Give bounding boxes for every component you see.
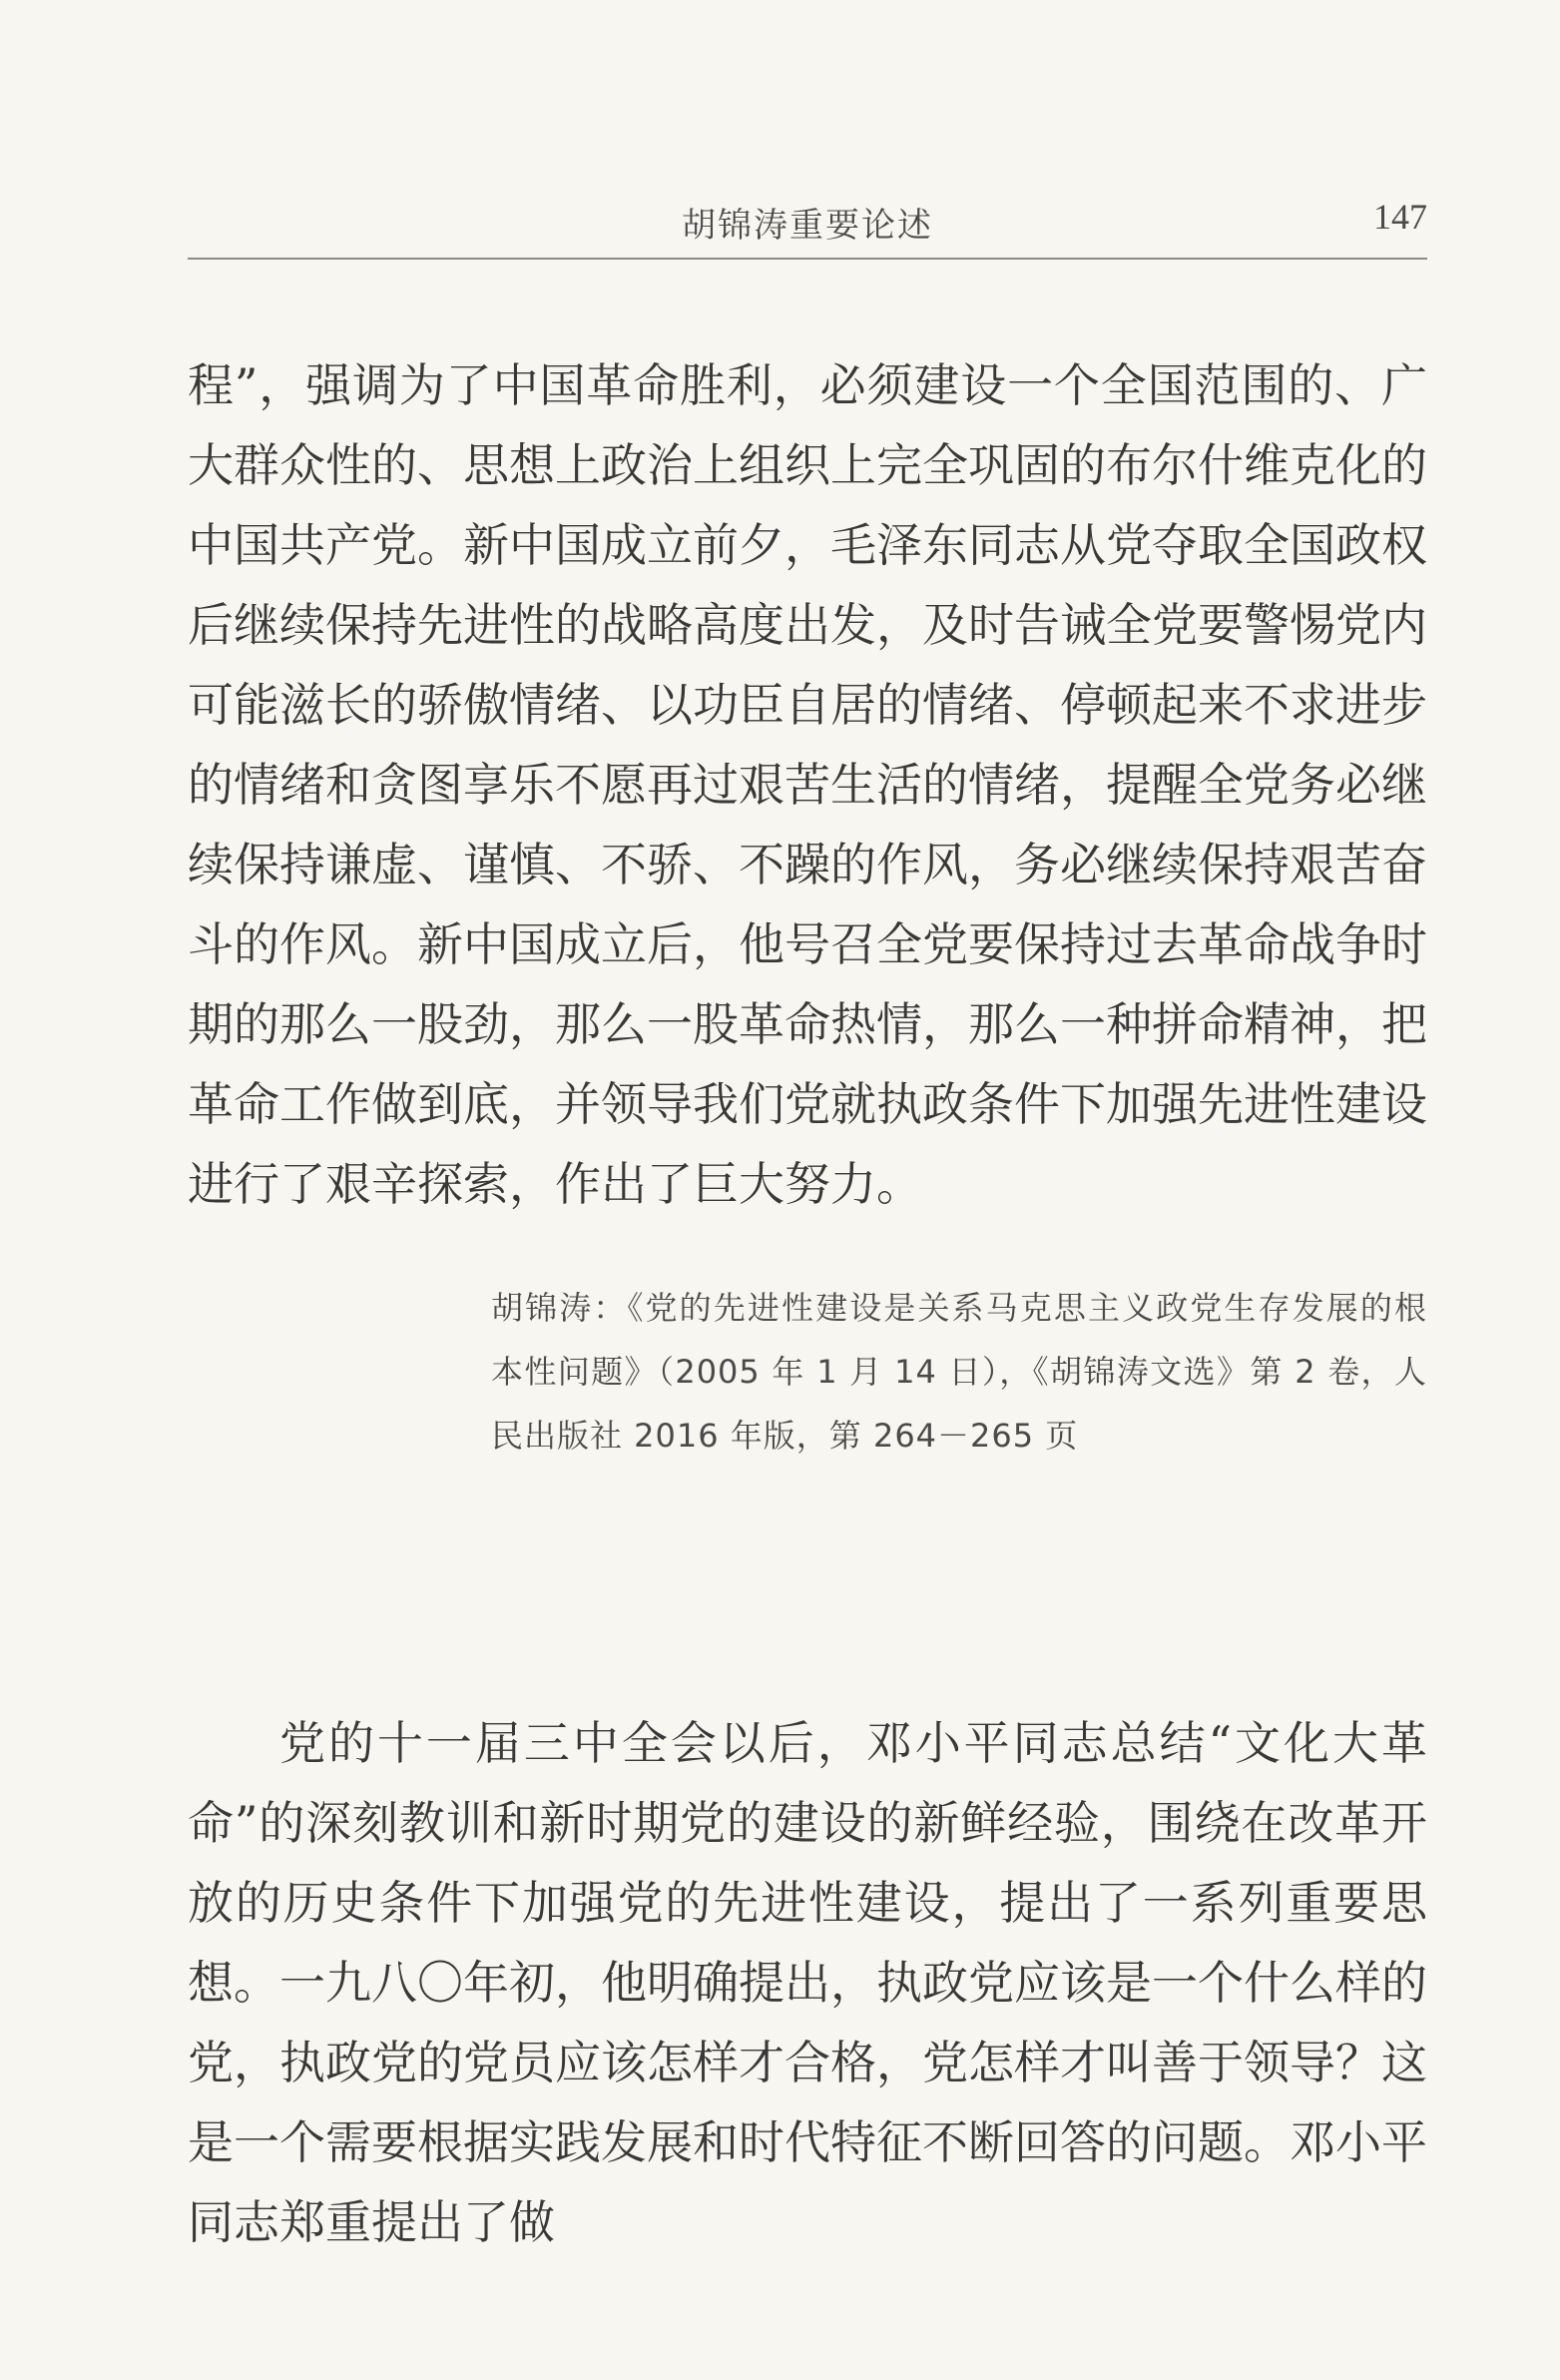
page-header [188, 188, 1427, 258]
source-citation: 胡锦涛：《党的先进性建设是关系马克思主义政党生存发展的根本性问题》（2005 年 1 月 14 日），《胡锦涛文选》第 2 卷，人民出版社 2016 年版，第 264－265 页 [491, 1289, 1427, 1455]
header-divider [188, 258, 1427, 260]
running-head-title: 胡锦涛重要论述 [682, 206, 933, 246]
body-paragraph-1: 程”，强调为了中国革命胜利，必须建设一个全国范围的、广大群众性的、思想上政治上组织上完全巩固的布尔什维克化的中国共产党。新中国成立前夕，毛泽东同志从党夺取全国政权后继续保持先进性的战略高度出发，及时告诫全党要警惕党内可能滋长的骄傲情绪、以功臣自居的情绪、停顿起来不求进步的情绪和贪图享乐不愿再过艰苦生活的情绪，提醒全党务必继续保持谦虚、谨慎、不骄、不躁的作风，务必继续保持艰苦奋斗的作风。新中国成立后，他号召全党要保持过去革命战争时期的那么一股劲，那么一股革命热情，那么一种拼命精神，把革命工作做到底，并领导我们党就执政条件下加强先进性建设进行了艰辛探索，作出了巨大努力。 [188, 358, 1427, 1211]
body-paragraph-2: 党的十一届三中全会以后，邓小平同志总结“文化大革命”的深刻教训和新时期党的建设的新鲜经验，围绕在改革开放的历史条件下加强党的先进性建设，提出了一系列重要思想。一九八〇年初，他明确提出，执政党应该是一个什么样的党，执政党的党员应该怎样才合格，党怎样才叫善于领导？这是一个需要根据实践发展和时代特征不断回答的问题。邓小平同志郑重提出了做 [188, 1716, 1427, 2249]
page-number: 147 [1373, 197, 1427, 237]
